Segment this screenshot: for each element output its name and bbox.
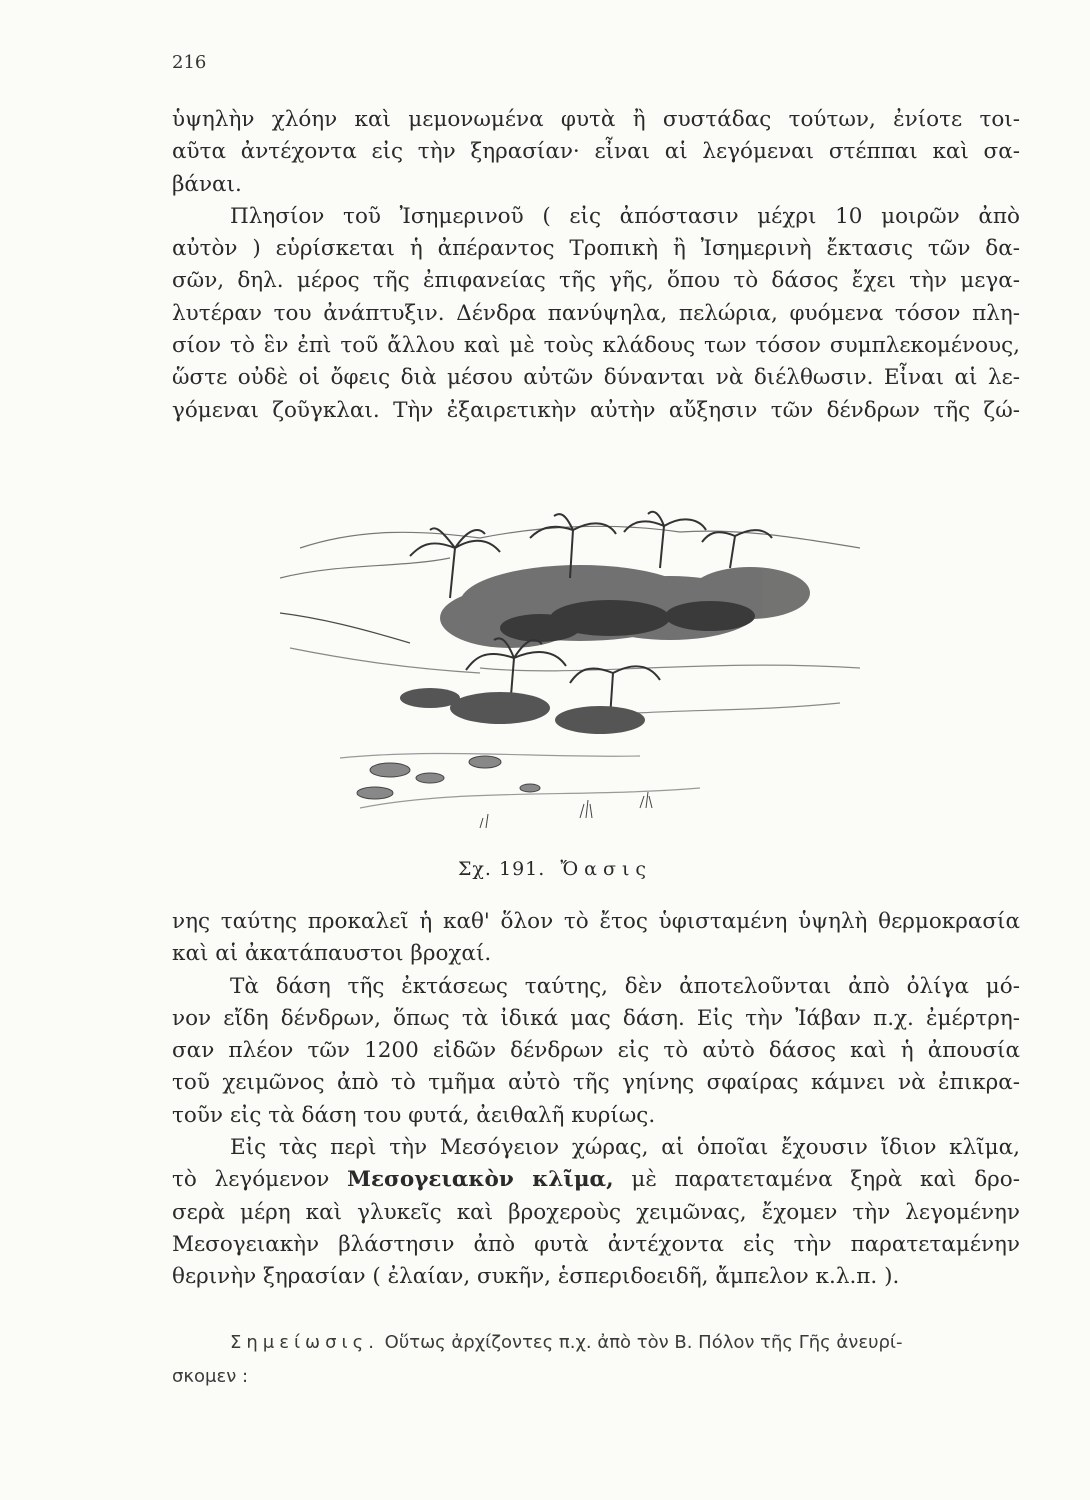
text-fragment: μὲ παρατεταμένα ξηρὰ καὶ δρο- [631, 1167, 1020, 1193]
text-line: αὐτὸν ) εὑρίσκεται ἡ ἀπέραντος Τροπικὴ ἢ Ἰσημερινὴ ἔκτασις τῶν δα- [172, 236, 1020, 262]
text-fragment: τὸ λεγόμενον [172, 1167, 330, 1193]
text-line: σαν πλέον τῶν 1200 εἰδῶν δένδρων εἰς τὸ αὐτὸ δάσος καὶ ἡ ἀπουσία [172, 1038, 1020, 1064]
text-line: νον εἴδη δένδρων, ὅπως τὰ ἰδικά μας δάση. Εἰς τὴν Ἰάβαν π.χ. ἐμέρτρη- [172, 1005, 1020, 1031]
text-line: σῶν, δηλ. μέρος τῆς ἐπιφανείας τῆς γῆς, ὅπου τὸ δάσος ἔχει τὴν μεγα- [172, 268, 1020, 294]
text-line: νης ταύτης προκαλεῖ ἡ καθ' ὅλον τὸ ἔτος ὑφισταμένη ὑψηλὴ θερμοκρασία [172, 909, 1020, 934]
text-line: σίον τὸ ἓν ἐπὶ τοῦ ἄλλου καὶ μὲ τοὺς κλάδους των τόσον συμπλεκομένους, [172, 333, 1020, 359]
note-text: Οὕτως ἀρχίζοντες π.χ. ἀπὸ τὸν Β. Πόλον τῆς Γῆς ἀνευρί- [384, 1332, 903, 1353]
note-line: σκομεν : [172, 1366, 249, 1387]
caption-title: Ὄασις [560, 858, 653, 880]
page-number: 216 [172, 52, 207, 73]
text-line: Πλησίον τοῦ Ἰσημερινοῦ ( εἰς ἀπόστασιν μέχρι 10 μοιρῶν ἀπὸ [230, 203, 1020, 229]
text-line: καὶ αἱ ἀκατάπαυστοι βροχαί. [172, 941, 492, 967]
note-head: Σημείωσις. [230, 1332, 379, 1353]
text-line: Εἰς τὰς περὶ τὴν Μεσόγειον χώρας, αἱ ὁποῖαι ἔχουσιν ἴδιον κλῖμα, [230, 1135, 1020, 1161]
top-text-block [172, 104, 1020, 427]
note-line [172, 1326, 1020, 1360]
text-line: βάναι. [172, 171, 242, 197]
text-line: ὥστε οὐδὲ οἱ ὄφεις διὰ μέσου αὐτῶν δύνανται νὰ διέλθωσιν. Εἶναι αἱ λε- [172, 365, 1020, 391]
text-line: τοῦ χειμῶνος ἀπὸ τὸ τμῆμα αὐτὸ τῆς γηίνης σφαίρας κάμνει νὰ ἐπικρα- [172, 1070, 1020, 1096]
text-line: λυτέραν του ἀνάπτυξιν. Δένδρα πανύψηλα, πελώρια, φυόμενα τόσον πλη- [172, 300, 1020, 326]
figure-caption [0, 858, 1090, 880]
bold-term: Μεσογειακὸν κλῖμα, [347, 1167, 614, 1193]
text-line: γόμεναι ζοῦγκλαι. Τὴν ἐξαιρετικὴν αὐτὴν αὔξησιν τῶν δένδρων τῆς ζώ- [172, 397, 1020, 423]
text-line: ὑψηλὴν χλόην καὶ μεμονωμένα φυτὰ ἢ συστάδας τούτων, ἐνίοτε τοι- [172, 107, 1020, 132]
text-line: θερινὴν ξηρασίαν ( ἐλαίαν, συκῆν, ἑσπεριδοειδῆ, ἄμπελον κ.λ.π. ). [172, 1264, 900, 1290]
text-line: Μεσογειακὴν βλάστησιν ἀπὸ φυτὰ ἀντέχοντα εἰς τὴν παρατεταμένην [172, 1231, 1020, 1257]
text-line: τοῦν εἰς τὰ δάση του φυτά, ἀειθαλῆ κυρίως. [172, 1102, 656, 1128]
oasis-drawing [280, 508, 870, 853]
text-line [172, 1164, 1020, 1196]
caption-number: Σχ. 191. [457, 858, 546, 880]
text-line: Τὰ δάση τῆς ἐκτάσεως ταύτης, δὲν ἀποτελοῦνται ἀπὸ ὀλίγα μό- [230, 973, 1020, 999]
text-line: σερὰ μέρη καὶ γλυκεῖς καὶ βροχεροὺς χειμῶνας, ἔχομεν τὴν λεγομένην [172, 1199, 1020, 1225]
footnote [172, 1326, 1020, 1394]
bottom-text-block [172, 906, 1020, 1294]
oasis-illustration [280, 508, 870, 853]
text-line: αῦτα ἀντέχοντα εἰς τὴν ξηρασίαν· εἶναι αἱ λεγόμεναι στέππαι καὶ σα- [172, 139, 1020, 165]
